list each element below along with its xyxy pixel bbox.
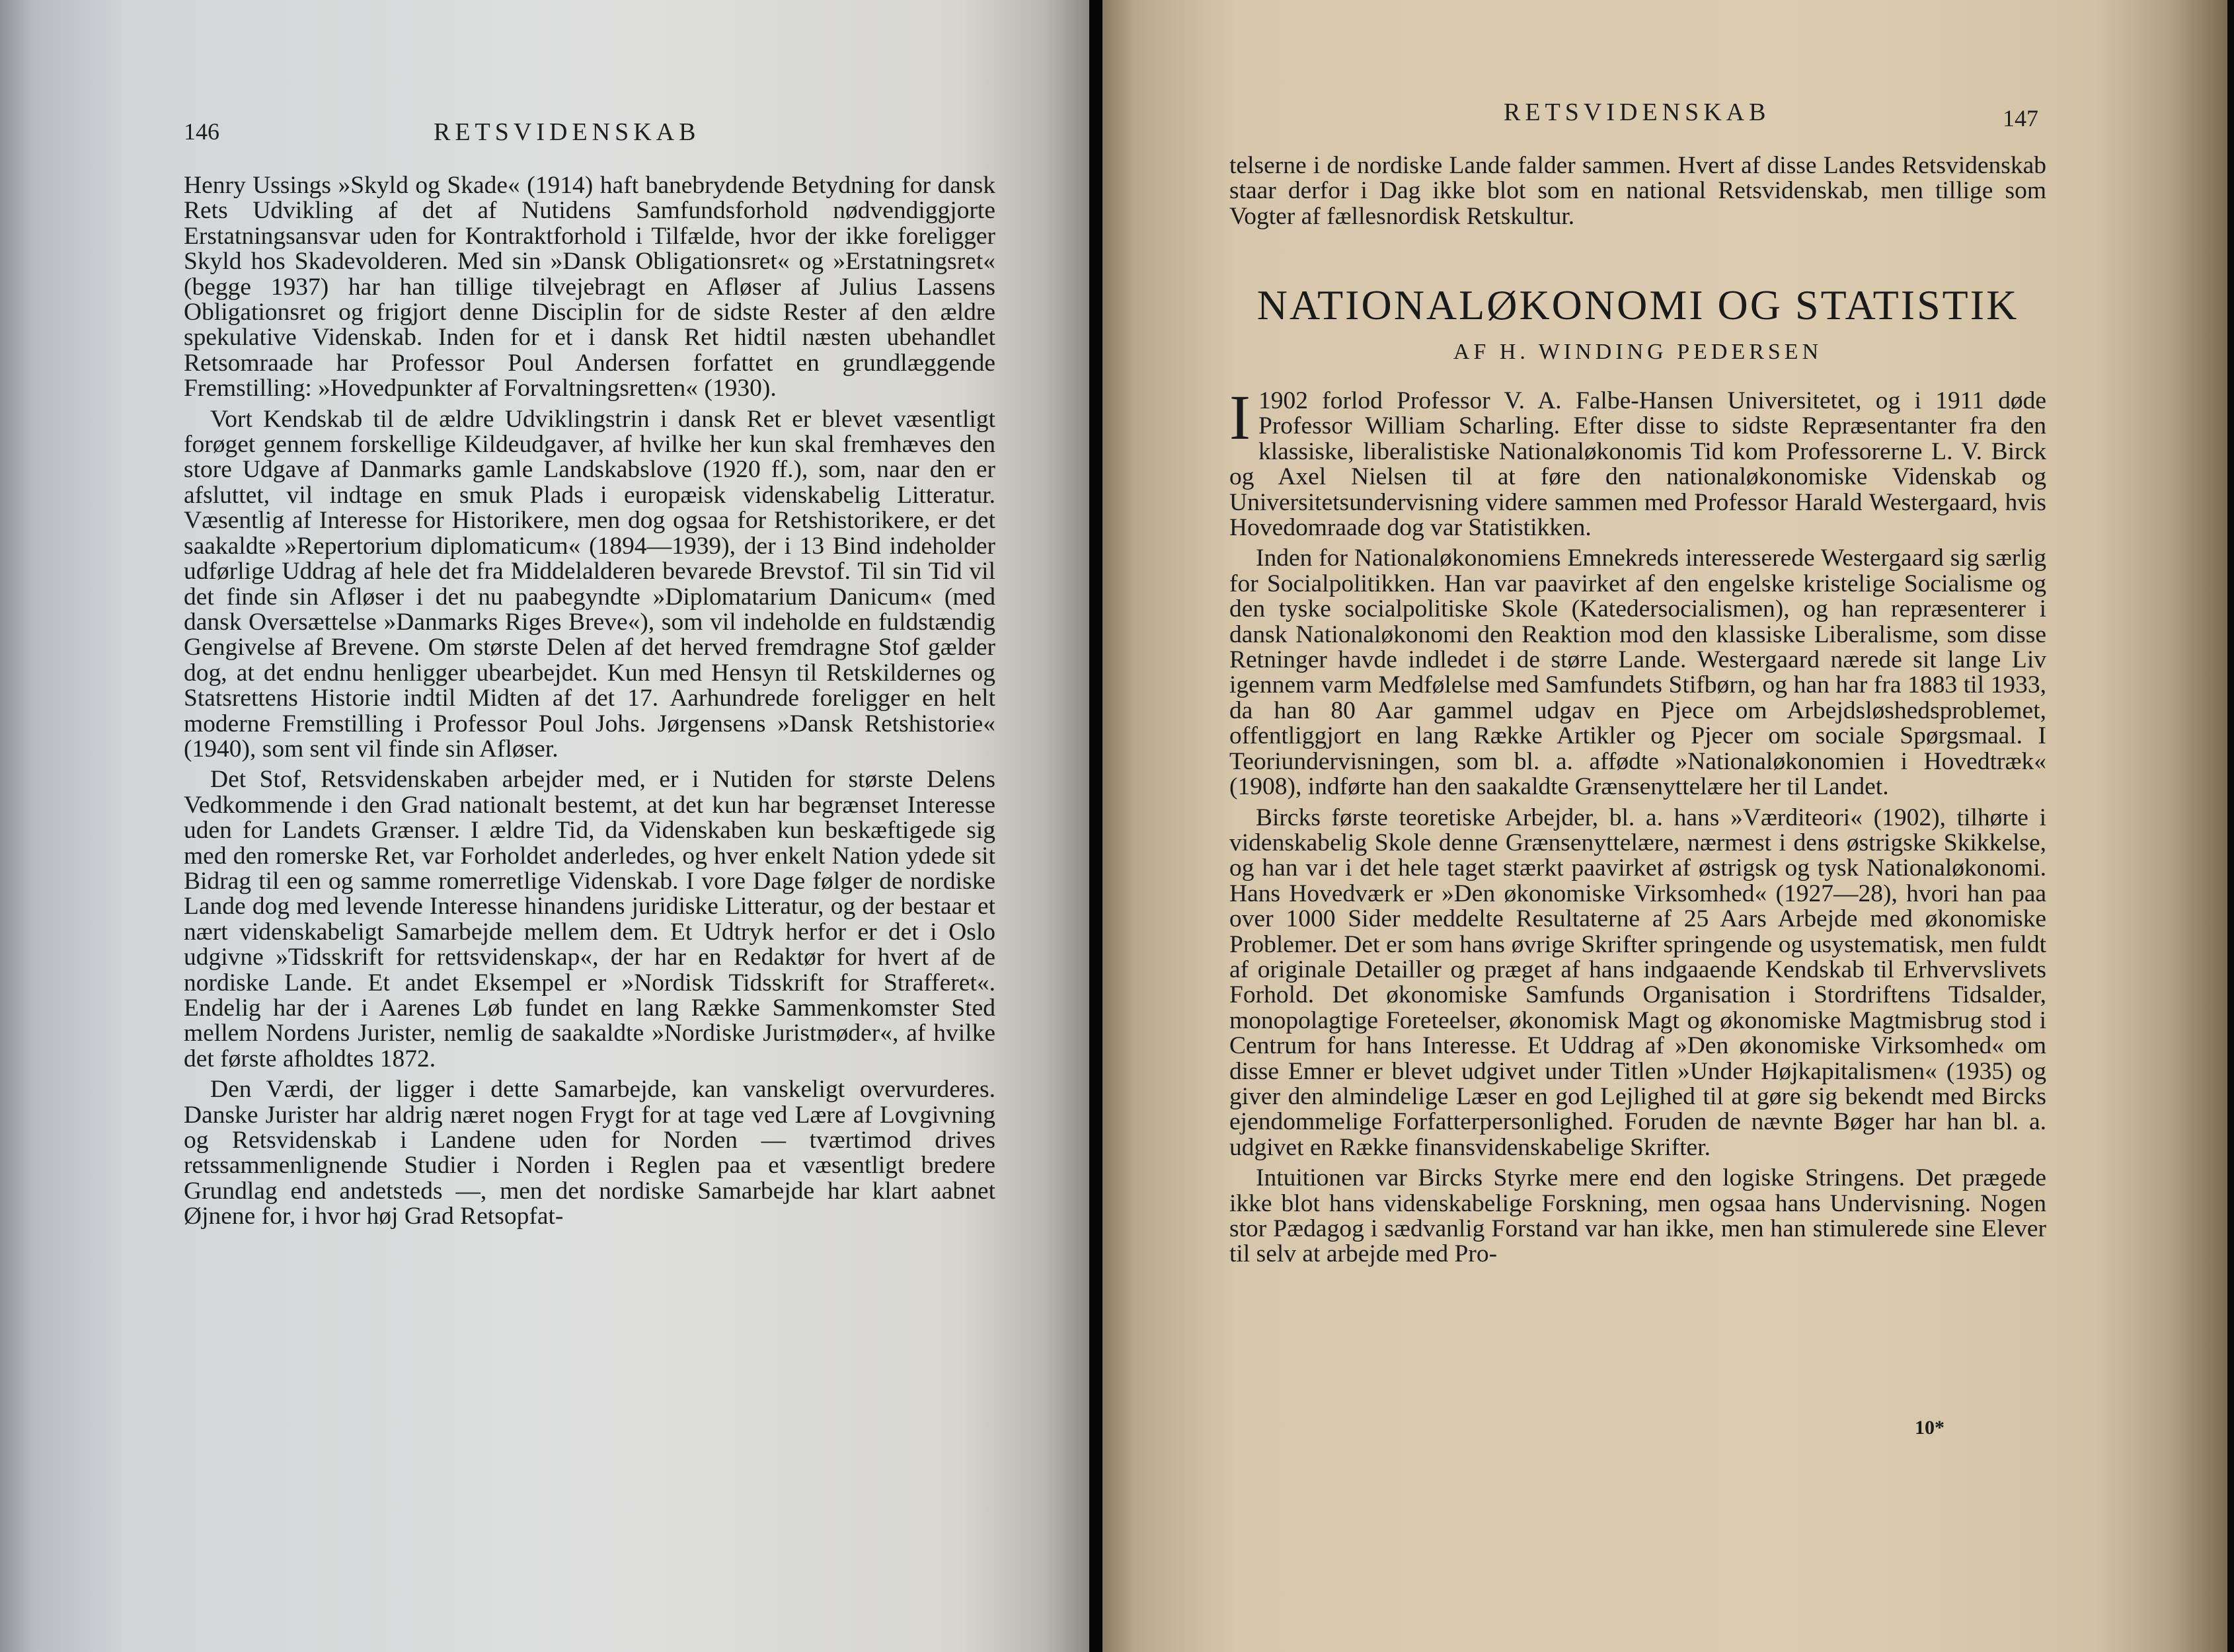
book-gutter [1089, 0, 1102, 1652]
right-page-number: 147 [2003, 105, 2038, 131]
signature-mark: 10* [1915, 1417, 1945, 1439]
body-paragraph: Inden for Nationaløkonomiens Emnekreds interesserede Westergaard sig særlig for Socialpolitikken. Han var paavirket af den engelske kristelige Socialisme og den tyske socialpolitiske Skole (Katedersocialismen), og han repræsenterer i dansk Nationaløkonomi den Reaktion mod den klassiske Liberalisme, som disse Retninger havde indledet i de større Lande. Westergaard nærede sit lange Liv igennem varm Medfølelse med Samfundets Stifbørn, og han har fra 1883 til 1933, da han 80 Aar gammel udgav en Pjece om Arbejdsløshedsproblemet, offentliggjort en lang Række Artikler og Pjecer om sociale Spørgsmaal. I Teoriundervisningen, som bl. a. affødte »Nationaløkonomien i Hovedtræk« (1908), indførte han den saakaldte Grænsenyttelære her til Landet. [1229, 544, 2046, 801]
right-running-header: RETSVIDENSKAB [1504, 98, 1771, 126]
section-title: NATIONALØKONOMI OG STATISTIK [1256, 282, 2019, 328]
section-author: AF H. WINDING PEDERSEN [1453, 340, 1823, 364]
body-paragraph: Bircks første teoretiske Arbejder, bl. a. hans »Værditeori« (1902), tilhørte i videnskabelig Skole denne Grænsenyttelære, nærmest i dens østrigske Skikkelse, og han var i det hele taget stærkt paavirket af østrigsk og tysk Nationaløkonomi. Hans Hovedværk er »Den økonomiske Virksomhed« (1927—28), hvori han paa over 1000 Sider meddelte Resultaterne af 25 Aars Arbejde med økonomiske Problemer. Det er som hans øvrige Skrifter springende og usystematisk, men fuldt af originale Detailler og præget af hans indgaaende Kendskab til Erhvervslivets Forhold. Det økonomiske Samfunds Organisation i Stordriftens Tidsalder, monopolagtige Foreteelser, økonomisk Magt og økonomiske Magtmisbrug stod i Centrum for hans Interesse. Et Uddrag af »Den økonomiske Virksomhed« om disse Emner er blevet udgivet under Titlen »Under Højkapitalismen« (1935) og giver den almindelige Læser en god Lejlighed til at gøre sig bekendt med Bircks ejendommelige Forfatterpersonlighed. Foruden de nævnte Bøger har han bl. a. udgivet en Række finansvidenskabelige Skrifter. [1229, 804, 2046, 1161]
body-paragraph: Vort Kendskab til de ældre Udviklingstrin i dansk Ret er blevet væsentligt forøget gennem forskellige Kildeudgaver, af hvilke her kun skal fremhæves den store Udgave af Danmarks gamle Landskabslove (1920 ff.), som, naar den er afsluttet, vil indtage en smuk Plads i europæisk videnskabelig Litteratur. Væsentlig af Interesse for Historikere, men dog ogsaa for Retshistorikere, er det saakaldte »Repertorium diplomaticum« (1894—1939), der i 13 Bind indeholder udførlige Uddrag af hele det fra Middelalderen bevarede Brevstof. Til sin Tid vil det finde sin Afløser i det nu paabegyndte »Diplomatarium Danicum« (med dansk Oversættelse »Danmarks Riges Breve«), som vil indeholde en fuldstændig Gengivelse af Brevene. Om største Delen af det herved fremdragne Stof gælder dog, at det endnu henligger ubearbejdet. Kun med Hensyn til Retskildernes og Statsrettens Historie indtil Midten af det 17. Aarhundrede foreligger en helt moderne Fremstilling i Professor Poul Johs. Jørgensens »Dansk Retshistorie« (1940), som sent vil finde sin Afløser. [184, 405, 995, 763]
body-paragraph [1229, 382, 2046, 542]
body-paragraph: Den Værdi, der ligger i dette Samarbejde, kan vanskeligt overvurderes. Danske Jurister har aldrig næret nogen Frygt for at tage ved Lære af Lovgivning og Retsvidenskab i Landene uden for Norden — tværtimod drives retssammenlignende Studier i Norden i Reglen paa et væsentligt bredere Grundlag end andetsteds —, men det nordiske Samarbejde har klart aabnet Øjnene for, i hvor høj Grad Retsopfat- [184, 1076, 995, 1230]
body-paragraph: Intuitionen var Bircks Styrke mere end den logiske Stringens. Det prægede ikke blot hans videnskabelige Forskning, men ogsaa hans Undervisning. Nogen stor Pædagog i sædvanlig Forstand var han ikke, men han stimulerede sine Elever til selv at arbejde med Pro- [1229, 1164, 2046, 1268]
right-continuation-text [1229, 153, 2046, 229]
right-text-column [1229, 382, 2046, 1268]
drop-cap: I [1229, 382, 1251, 453]
body-paragraph: Det Stof, Retsvidenskaben arbejder med, er i Nutiden for største Delens Vedkommende i den Grad nationalt bestemt, at det kun har begrænset Interesse uden for Landets Grænser. I ældre Tid, da Videnskaben kun beskæftigede sig med den romerske Ret, var Forholdet anderledes, og hver enkelt Nation ydede sit Bidrag til een og samme romerretlige Videnskab. I vore Dage følger de nordiske Lande dog med levende Interesse hinandens juridiske Litteratur, og der bestaar et nært videnskabeligt Samarbejde mellem dem. Et Udtryk herfor er det i Oslo udgivne »Tidsskrift for rettsvidenskap«, der har en Redaktør for hvert af de nordiske Lande. Et andet Eksempel er »Nordisk Tidsskrift for Strafferet«. Endelig har der i Aarenes Løb fundet en lang Række Sammenkomster Sted mellem Nordens Jurister, nemlig de saakaldte »Nordiske Juristmøder«, af hvilke det første afholdtes 1872. [184, 766, 995, 1072]
left-text-column [184, 173, 995, 1230]
continuation-paragraph: telserne i de nordiske Lande falder sammen. Hvert af disse Landes Retsvidenskab staar derfor i Dag ikke blot som en national Retsvidenskab, men tillige som Vogter af fællesnordisk Retskultur. [1229, 152, 2046, 230]
left-page-number: 146 [184, 118, 219, 145]
first-paragraph-text: 1902 forlod Professor V. A. Falbe-Hansen Universitetet, og i 1911 døde Professor William Scharling. Efter disse to sidste Repræsentanter fra den klassiske, liberalistiske Nationaløkonomis Tid kom Professorerne L. V. Birck og Axel Nielsen til at føre den nationaløkonomiske Videnskab og Universitetsundervisning videre sammen med Professor Harald Westergaard, hvis Hovedomraade dog var Statistikken. [1229, 387, 2046, 542]
body-paragraph: Henry Ussings »Skyld og Skade« (1914) haft banebrydende Betydning for dansk Rets Udvikling af det af Nutidens Samfundsforhold nødvendiggjorte Erstatningsansvar uden for Kontraktforhold i Tilfælde, hvor der ikke foreligger Skyld hos Skadevolderen. Med sin »Dansk Obligationsret« og »Erstatningsret« (begge 1937) har han tillige tilvejebragt en Afløser af Julius Lassens Obligationsret og frigjort denne Disciplin for de sidste Rester af den ældre spekulative Videnskab. Inden for et i dansk Ret hidtil næsten ubehandlet Retsomraade har Professor Poul Andersen forfattet en grundlæggende Fremstilling: »Hovedpunkter af Forvaltningsretten« (1930). [184, 172, 995, 402]
left-running-header: RETSVIDENSKAB [434, 118, 701, 146]
